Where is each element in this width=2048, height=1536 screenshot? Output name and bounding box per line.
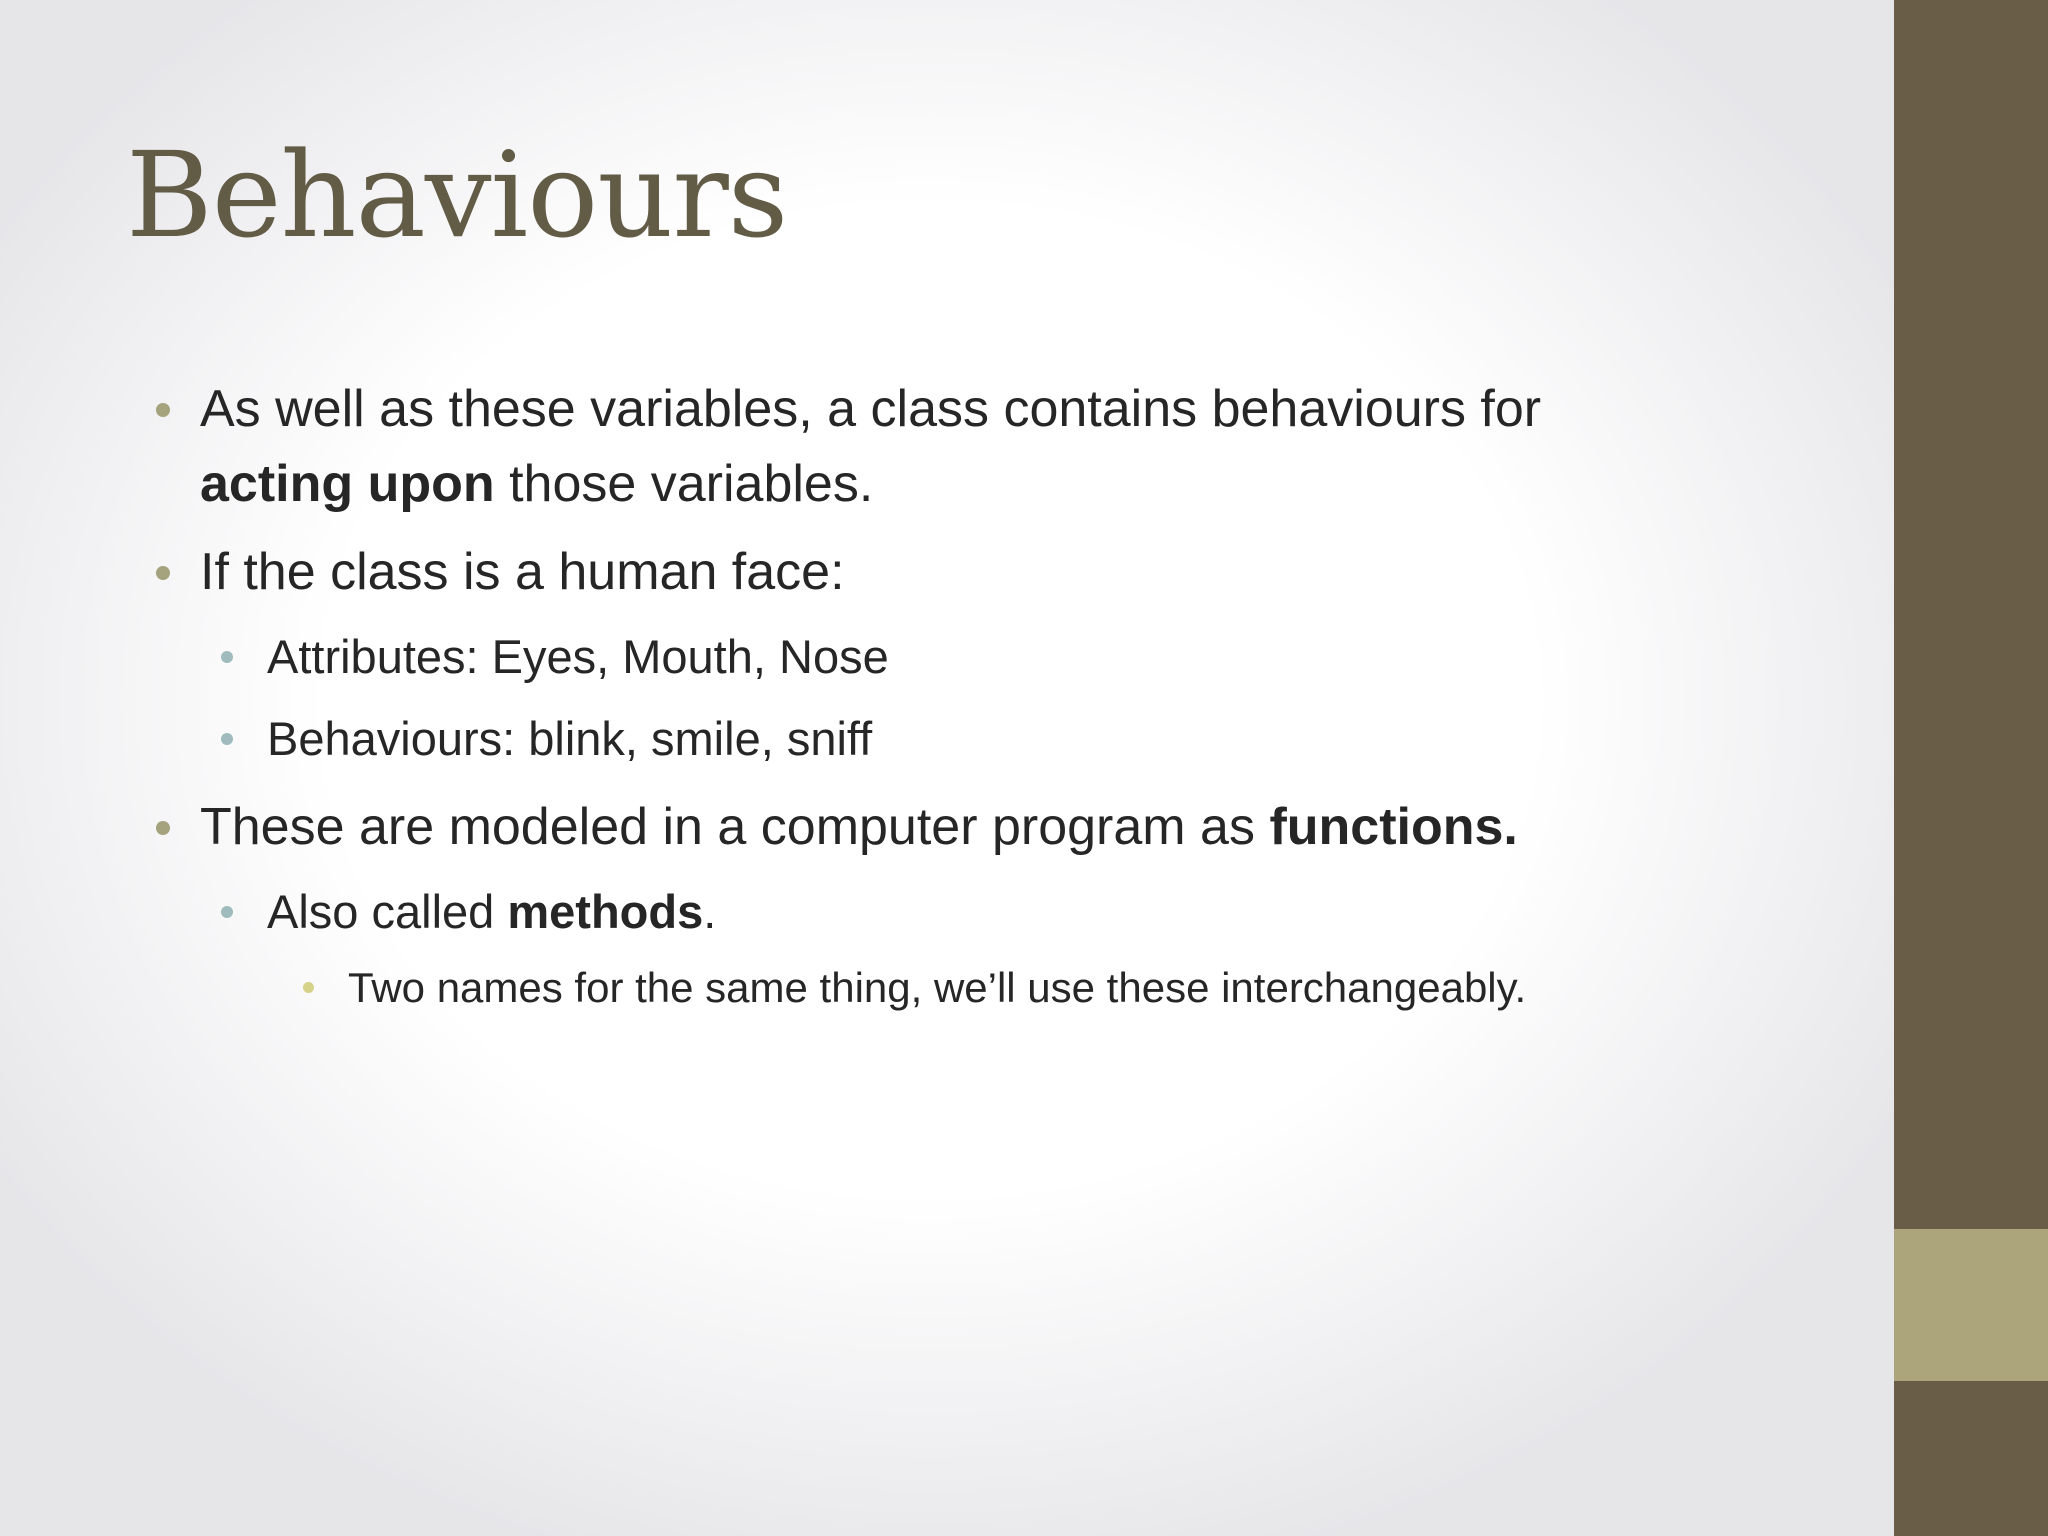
- bullet-text: [267, 885, 716, 938]
- bullet-text-part: .: [703, 885, 717, 938]
- bullet-text-bold: functions.: [1269, 798, 1518, 856]
- bullet-text: [200, 798, 1518, 856]
- bullet-item-behaviours: [267, 706, 872, 772]
- bullet-text-bold: methods: [507, 885, 704, 938]
- bullet-text-part: those variables.: [494, 455, 874, 513]
- slide-title: Behaviours: [126, 126, 788, 264]
- bullet-text: Attributes: Eyes, Mouth, Nose: [267, 630, 889, 683]
- bullet-text: [200, 380, 1541, 513]
- bullet-dot-icon: [221, 651, 233, 663]
- bullet-item-human-face: [200, 535, 845, 610]
- bullet-dot-icon: [156, 821, 170, 835]
- bullet-dot-icon: [221, 733, 233, 745]
- bullet-dot-icon: [303, 982, 314, 993]
- bullet-item-interchangeable: [348, 958, 1526, 1018]
- bullet-text-part: These are modeled in a computer program as: [200, 798, 1270, 856]
- bullet-dot-icon: [156, 403, 170, 417]
- bullet-item-variables: [200, 372, 1541, 522]
- bullet-text-part: Also called: [267, 885, 508, 938]
- bullet-dot-icon: [221, 906, 233, 918]
- bullet-dot-icon: [156, 566, 170, 580]
- bullet-item-functions: [200, 790, 1518, 865]
- bullet-text: If the class is a human face:: [200, 543, 845, 601]
- bullet-text-bold: acting upon: [200, 455, 495, 513]
- bullet-item-methods: [267, 879, 716, 945]
- bullet-text: Two names for the same thing, we’ll use these interchangeably.: [348, 964, 1527, 1011]
- bullet-text-part: As well as these variables, a class contains behaviours for: [200, 380, 1542, 438]
- side-bar-accent-block: [1894, 1229, 2048, 1381]
- bullet-item-attributes: [267, 624, 889, 690]
- bullet-text: Behaviours: blink, smile, sniff: [267, 712, 873, 765]
